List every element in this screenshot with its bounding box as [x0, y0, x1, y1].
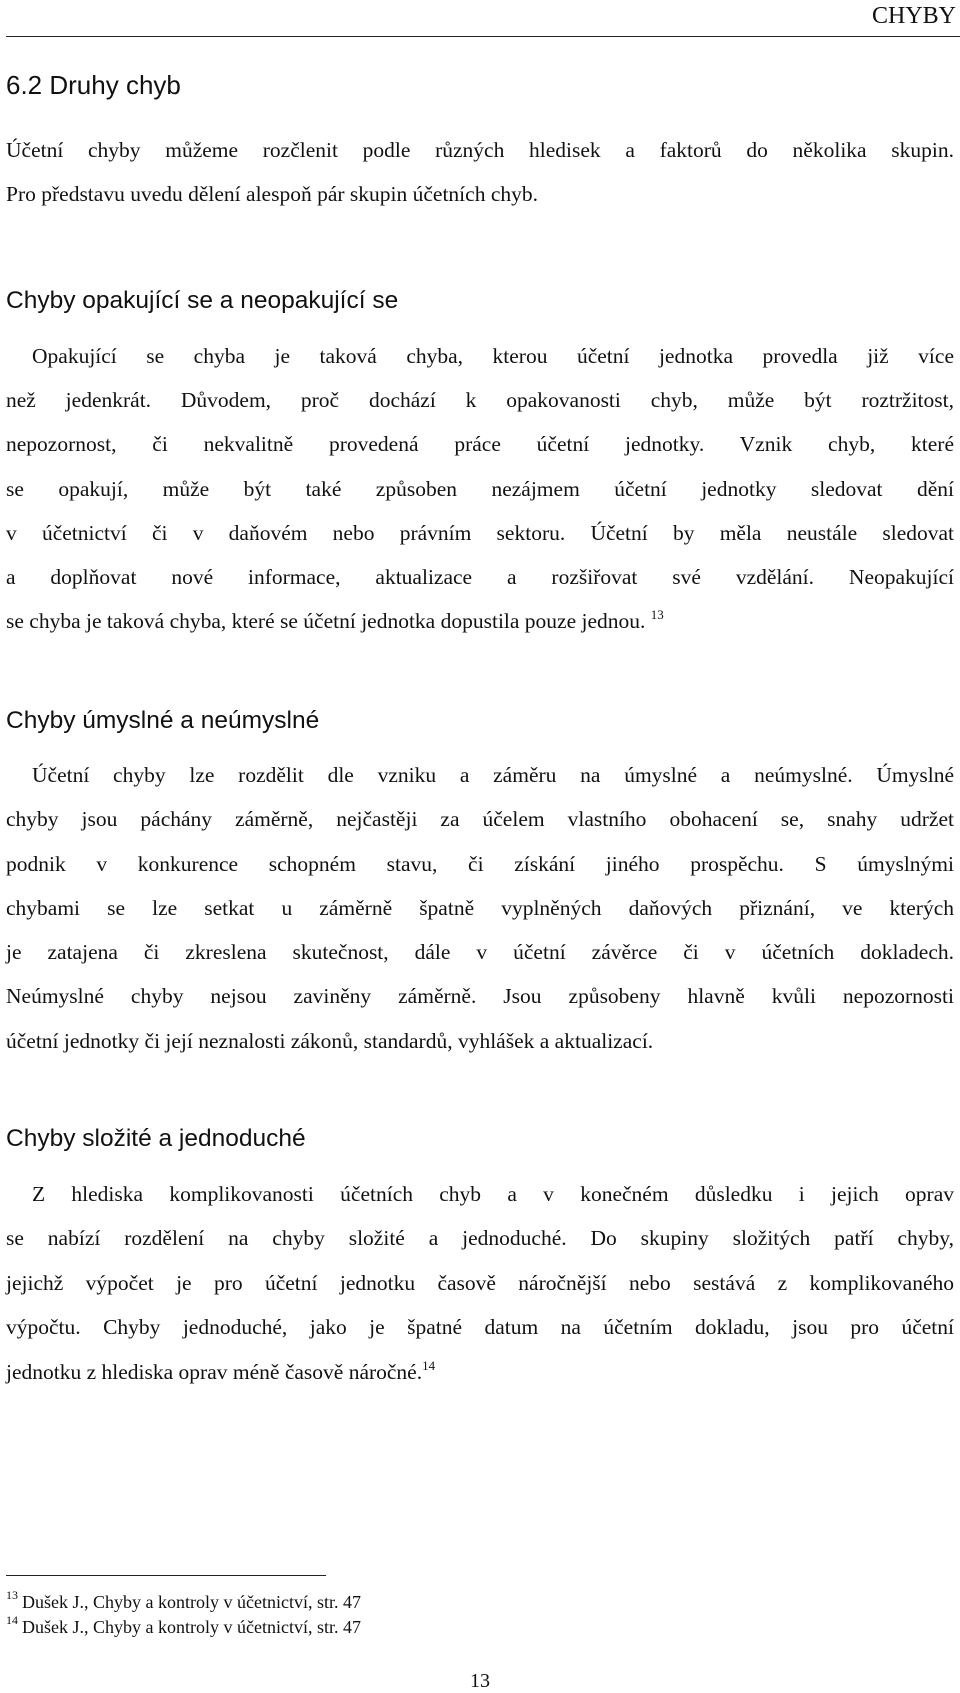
- footnote-number: 14: [6, 1613, 18, 1627]
- section-body-opakujici: [6, 334, 954, 643]
- section-body-slozite: [6, 1172, 954, 1394]
- body-line: Účetní chyby lze rozdělit dle vzniku a záměru na úmyslné a neúmyslné. Úmyslné: [32, 763, 954, 787]
- body-line: chyby jsou páchány záměrně, nejčastěji za účelem vlastního obohacení se, snahy udržet: [6, 807, 954, 832]
- header-rule: [6, 36, 960, 37]
- body-line: výpočtu. Chyby jednoduché, jako je špatné datum na účetním dokladu, jsou pro účetní: [6, 1315, 954, 1340]
- body-line: jejichž výpočet je pro účetní jednotku časově náročnější nebo sestává z komplikovaného: [6, 1270, 954, 1295]
- body-line: se nabízí rozdělení na chyby složité a jednoduché. Do skupiny složitých patří chyby,: [6, 1226, 954, 1251]
- body-line: než jedenkrát. Důvodem, proč dochází k opakovanosti chyb, může být roztržitost,: [6, 388, 954, 413]
- body-line: a doplňovat nové informace, aktualizace a rozšiřovat své vzdělání. Neopakující: [6, 565, 954, 590]
- footnote-13: [6, 1588, 361, 1613]
- footnote-14: [6, 1613, 361, 1638]
- section-heading-opakujici: Chyby opakující se a neopakující se: [6, 287, 399, 314]
- body-line-text: se chyba je taková chyba, které se účetní jednotka dopustila pouze jednou.: [6, 609, 646, 634]
- body-line-last: [6, 599, 954, 643]
- page-number: 13: [470, 1670, 490, 1692]
- body-line: nepozornost, či nekvalitně provedená práce účetní jednotky. Vznik chyb, které: [6, 432, 954, 457]
- section-body-umyslne: [6, 753, 954, 1063]
- footnote-ref-13: 13: [650, 607, 664, 623]
- body-line: se opakují, může být také způsoben nezájmem účetní jednotky sledovat dění: [6, 476, 954, 501]
- body-line: Neúmyslné chyby nejsou zaviněny záměrně. Jsou způsobeny hlavně kvůli nepozornosti: [6, 984, 954, 1009]
- footnote-text: Dušek J., Chyby a kontroly v účetnictví, str. 47: [22, 1592, 361, 1612]
- footnote-text: Dušek J., Chyby a kontroly v účetnictví, str. 47: [22, 1617, 361, 1637]
- chapter-heading: 6.2 Druhy chyb: [6, 70, 181, 100]
- footnote-ref-14: 14: [422, 1357, 436, 1373]
- body-line-last: [6, 1350, 954, 1394]
- body-line: Opakující se chyba je taková chyba, kterou účetní jednotka provedla již více: [32, 344, 954, 368]
- body-line: je zatajena či zkreslena skutečnost, dále v účetní závěrce či v účetních dokladech.: [6, 940, 954, 965]
- intro-line: Pro představu uvedu dělení alespoň pár skupin účetních chyb.: [6, 182, 538, 206]
- body-line-last: účetní jednotky či její neznalosti zákonů, standardů, vyhlášek a aktualizací.: [6, 1028, 654, 1053]
- footnote-rule: [6, 1575, 326, 1576]
- body-line: v účetnictví či v daňovém nebo právním sektoru. Účetní by měla neustále sledovat: [6, 520, 954, 545]
- section-heading-slozite: Chyby složité a jednoduché: [6, 1125, 306, 1152]
- footnote-number: 13: [6, 1588, 18, 1602]
- intro-line: Účetní chyby můžeme rozčlenit podle různých hledisek a faktorů do několika skupin.: [6, 138, 954, 162]
- running-header: CHYBY: [871, 3, 956, 29]
- intro-paragraph: [6, 128, 954, 216]
- section-heading-umyslne: Chyby úmyslné a neúmyslné: [6, 707, 320, 734]
- body-line: chybami se lze setkat u záměrně špatně vyplněných daňových přiznání, ve kterých: [6, 895, 954, 920]
- body-line: Z hlediska komplikovanosti účetních chyb a v konečném důsledku i jejich oprav: [32, 1182, 954, 1206]
- body-line: podnik v konkurence schopném stavu, či získání jiného prospěchu. S úmyslnými: [6, 851, 954, 876]
- body-line-text: jednotku z hlediska oprav méně časově náročné.: [6, 1359, 423, 1384]
